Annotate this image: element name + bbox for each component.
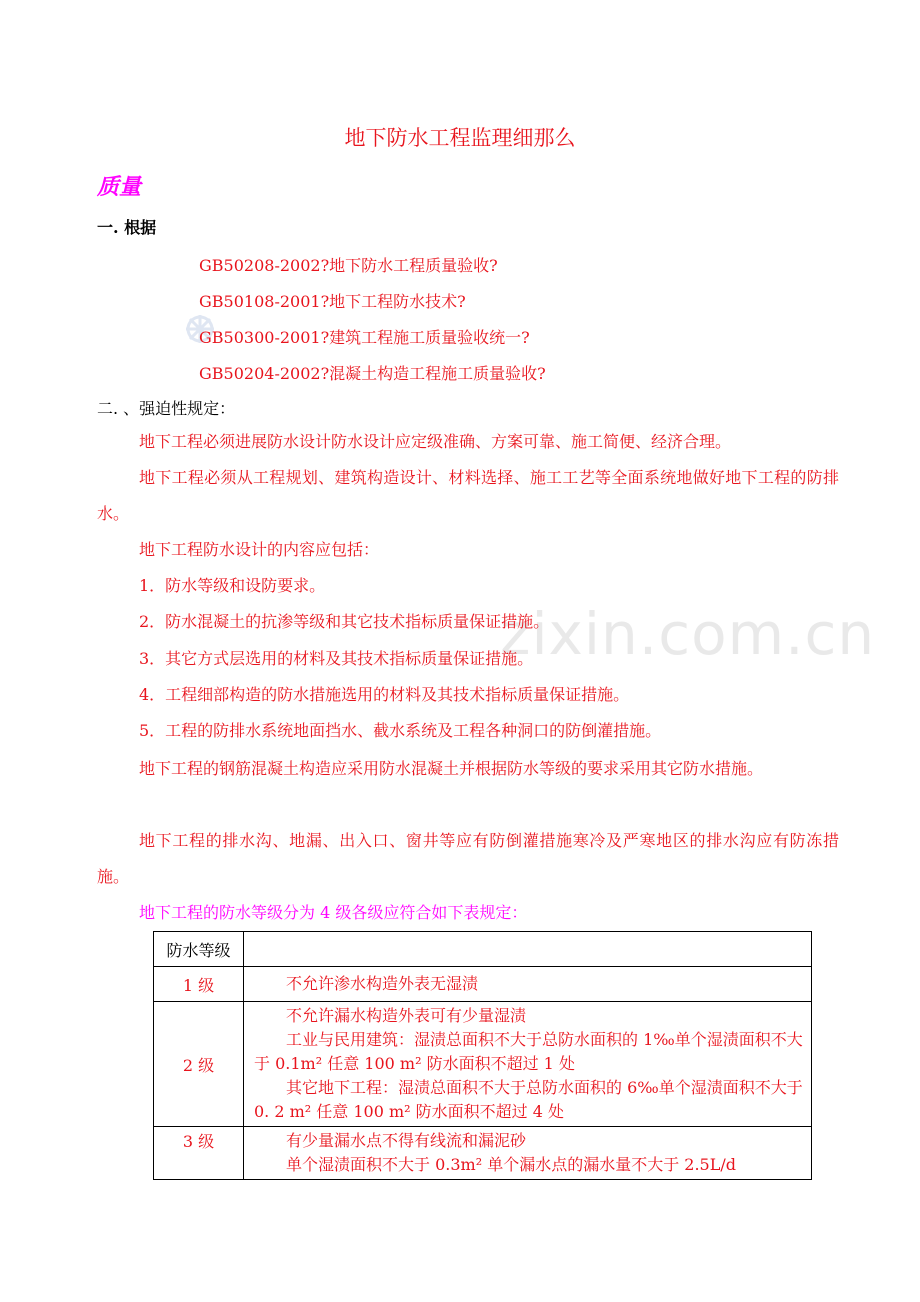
- grade-level-cell: 2 级: [154, 1002, 244, 1127]
- standard-item: GB50300-2001?建筑工程施工质量验收统一?: [199, 328, 530, 347]
- grade-desc-cell: [244, 1127, 812, 1180]
- paragraph-table-intro: 地下工程的防水等级分为 4 级各级应符合如下表规定：: [139, 903, 528, 922]
- grade-level-cell: 1 级: [154, 967, 244, 1002]
- grade-desc-line: 工业与民用建筑：湿渍总面积不大于总防水面积的 1‰单个湿渍面积不大于 0.1m² 任意 100 m² 防水面积不超过 1 处: [254, 1030, 803, 1073]
- waterproof-grade-table: [153, 931, 812, 1180]
- table-row: [154, 967, 812, 1002]
- grade-desc-cell: [244, 1002, 812, 1127]
- grade-desc-line: 有少量漏水点不得有线流和漏泥砂: [286, 1131, 527, 1150]
- paragraph: 地下工程的钢筋混凝土构造应采用防水混凝土并根据防水等级的要求采用其它防水措施。: [139, 759, 764, 778]
- table-row: [154, 1002, 812, 1127]
- grade-desc-line: 单个湿渍面积不大于 0.3m² 单个漏水点的漏水量不大于 2.5L/d: [286, 1155, 736, 1174]
- table-header-cell: 防水等级: [154, 932, 244, 967]
- grade-desc-cell: [244, 967, 812, 1002]
- paragraph: 地下工程必须从工程规划、建筑构造设计、材料选择、施工工艺等全面系统地做好地下工程的防排水。: [97, 468, 839, 523]
- list-item: 2．防水混凝土的抗渗等级和其它技术指标质量保证措施。: [139, 612, 550, 631]
- standard-item: GB50208-2002?地下防水工程质量验收?: [199, 256, 498, 275]
- section2-heading: 二. 、强迫性规定：: [97, 399, 236, 418]
- standard-item: GB50108-2001?地下工程防水技术?: [199, 292, 466, 311]
- grade-desc-line: 不允许渗水构造外表无湿渍: [286, 974, 479, 993]
- list-item: 5．工程的防排水系统地面挡水、截水系统及工程各种洞口的防倒灌措施。: [139, 721, 662, 740]
- section-quality-heading: 质量: [97, 174, 142, 200]
- section1-heading: 一. 根据: [97, 218, 157, 237]
- paragraph: 地下工程必须进展防水设计防水设计应定级准确、方案可靠、施工简便、经济合理。: [139, 432, 732, 451]
- list-item: 1．防水等级和设防要求。: [139, 576, 326, 595]
- document-title: 地下防水工程监理细那么: [344, 126, 576, 150]
- standard-item: GB50204-2002?混凝土构造工程施工质量验收?: [199, 364, 546, 383]
- paragraph: 地下工程防水设计的内容应包括：: [139, 540, 380, 559]
- watermark-text: zixin.com.cn: [500, 600, 876, 668]
- grade-desc-line: 其它地下工程：湿渍总面积不大于总防水面积的 6‰单个湿渍面积不大于 0. 2 m² 任意 100 m² 防水面积不超过 4 处: [254, 1078, 803, 1121]
- grade-desc-line: 不允许漏水构造外表可有少量湿渍: [286, 1006, 527, 1025]
- table-header-row: [154, 932, 812, 967]
- paragraph: 地下工程的排水沟、地漏、出入口、窗井等应有防倒灌措施寒冷及严寒地区的排水沟应有防冻措施。: [97, 831, 839, 886]
- list-item: 4．工程细部构造的防水措施选用的材料及其技术指标质量保证措施。: [139, 685, 630, 704]
- table-header-empty-cell: [244, 932, 812, 967]
- table-row: [154, 1127, 812, 1180]
- grade-level-cell: 3 级: [154, 1127, 244, 1180]
- list-item: 3．其它方式层选用的材料及其技术指标质量保证措施。: [139, 649, 534, 668]
